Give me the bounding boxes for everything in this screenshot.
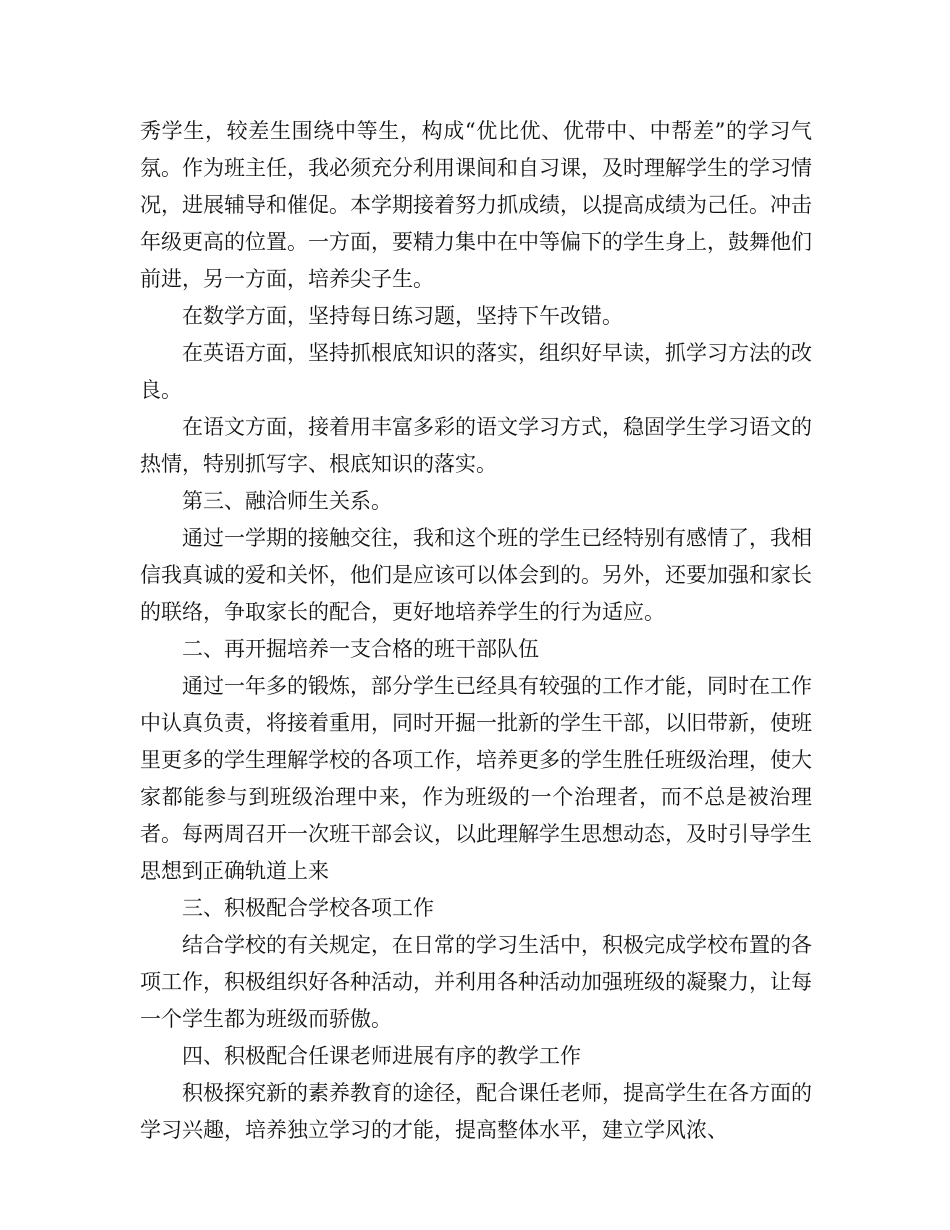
paragraph-english: 在英语方面，坚持抓根底知识的落实，组织好早读，抓学习方法的改良。	[140, 341, 812, 402]
paragraph-school-work: 结合学校的有关规定，在日常的学习生活中，积极完成学校布置的各项工作，积极组织好各种活动，并利用各种活动加强班级的凝聚力，让每一个学生都为班级而骄傲。	[140, 933, 812, 1031]
paragraph-math: 在数学方面，坚持每日练习题，坚持下午改错。	[182, 304, 623, 328]
paragraph-continuation: 秀学生，较差生围绕中等生，构成“优比优、优带中、中帮差”的学习气氛。作为班主任，我必须充分利用课间和自习课，及时理解学生的学习情况，进展辅导和催促。本学期接着努力抓成绩，以提高成绩为己任。冲击年级更高的位置。一方面，要精力集中在中等偏下的学生身上，鼓舞他们前进，另一方面，培养尖子生。	[140, 119, 812, 291]
paragraph-chinese: 在语文方面，接着用丰富多彩的语文学习方式，稳固学生学习语文的热情，特别抓写字、根底知识的落实。	[140, 415, 812, 476]
heading-section-two: 二、再开掘培养一支合格的班干部队伍	[182, 637, 539, 661]
paragraph-teaching: 积极探究新的素养教育的途径，配合课任老师，提高学生在各方面的学习兴趣，培养独立学习的才能，提高整体水平，建立学风浓、	[140, 1081, 812, 1142]
document-body	[140, 113, 812, 1149]
paragraph-class-cadres: 通过一年多的锻炼，部分学生已经具有较强的工作才能，同时在工作中认真负责，将接着重用，同时开掘一批新的学生干部，以旧带新，使班里更多的学生理解学校的各项工作，培养更多的学生胜任班级治理，使大家都能参与到班级治理中来，作为班级的一个治理者，而不总是被治理者。每两周召开一次班干部会议，以此理解学生思想动态，及时引导学生思想到正确轨道上来	[140, 674, 812, 883]
paragraph-relations: 通过一学期的接触交往，我和这个班的学生已经特别有感情了，我相信我真诚的爱和关怀，他们是应该可以体会到的。另外，还要加强和家长的联络，争取家长的配合，更好地培养学生的行为适应。	[140, 526, 812, 624]
heading-section-three: 三、积极配合学校各项工作	[182, 896, 434, 920]
heading-third-relations: 第三、融洽师生关系。	[182, 489, 392, 513]
heading-section-four: 四、积极配合任课老师进展有序的教学工作	[182, 1044, 581, 1068]
